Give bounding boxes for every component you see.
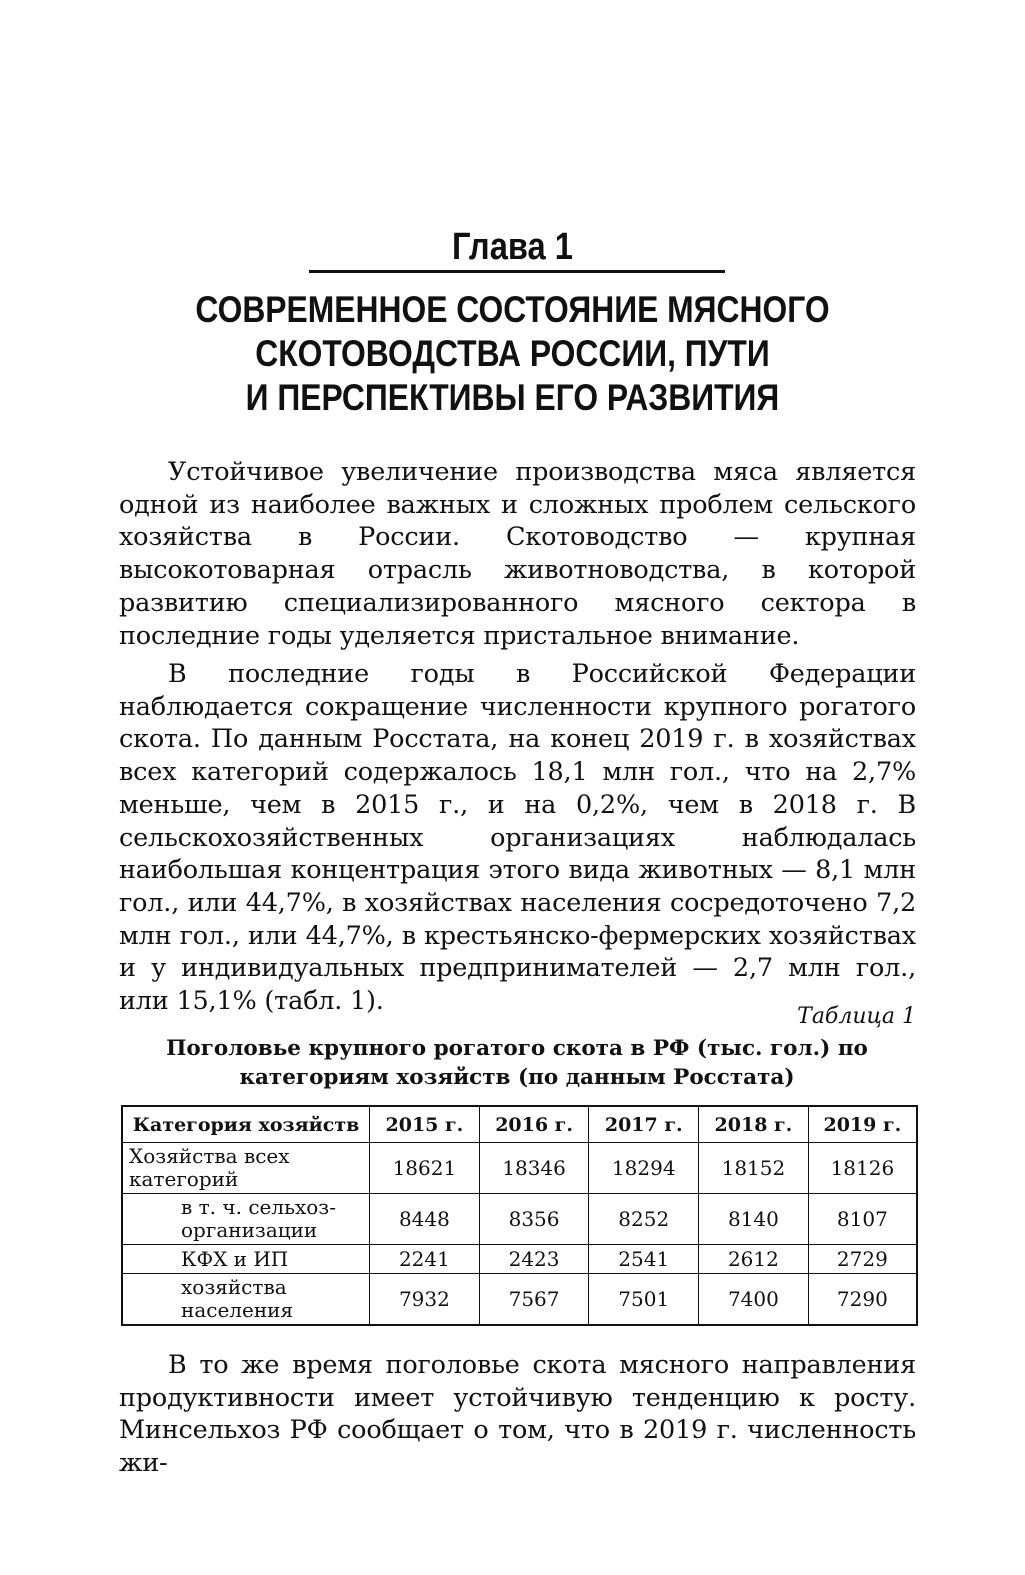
value-cell: 8252: [589, 1194, 699, 1245]
column-header: Категория хозяйств: [122, 1106, 370, 1143]
value-cell: 2729: [808, 1245, 917, 1274]
value-cell: 18126: [808, 1143, 917, 1194]
table-title: Поголовье крупного рогатого скота в РФ (тыс. гол.) по категориям хозяйств (по данным Росстата): [166, 1036, 868, 1090]
value-cell: 7290: [808, 1274, 917, 1326]
body-paragraph: В то же время поголовье скота мясного направления продуктивности имеет устойчивую тенденцию к росту. Минсельхоз РФ сообщает о том, что в 2019 г. численность жи-: [119, 1350, 916, 1479]
value-cell: 8140: [699, 1194, 809, 1245]
column-header: 2015 г.: [370, 1106, 480, 1143]
chapter-title: [0, 288, 1025, 420]
column-header: 2017 г.: [589, 1106, 699, 1143]
value-cell: 2423: [479, 1245, 589, 1274]
column-header: 2019 г.: [808, 1106, 917, 1143]
chapter-title-line: СОВРЕМЕННОЕ СОСТОЯНИЕ МЯСНОГО: [195, 289, 830, 330]
body-paragraph: Устойчивое увеличение производства мяса является одной из наиболее важных и сложных проблем сельского хозяйства в России. Скотоводство — крупная высокотоварная отрасль животноводства, в которой развитию специализированного мясного сектора в последние годы уделяется пристальное внимание.: [119, 457, 916, 651]
body-paragraph: В последние годы в Российской Федерации наблюдается сокращение численности крупного рогатого скота. По данным Росстата, на конец 2019 г. в хозяйствах всех категорий содержалось 18,1 млн гол., что на 2,7% меньше, чем в 2015 г., и на 0,2%, чем в 2018 г. В сельскохозяйственных организациях наблюдалась наибольшая концентрация этого вида животных — 8,1 млн гол., или 44,7%, в хозяйствах населения сосредоточено 7,2 млн гол., или 44,7%, в крестьянско-фермерских хозяйствах и у индивидуальных предпринимателей — 2,7 млн гол., или 15,1% (табл. 1).: [119, 659, 916, 1017]
livestock-table: [121, 1105, 918, 1326]
table-label: Таблица 1: [797, 1004, 916, 1029]
value-cell: 7501: [589, 1274, 699, 1326]
category-cell: Хозяйства всех категорий: [122, 1143, 370, 1194]
chapter-rule: [309, 270, 725, 273]
value-cell: 8107: [808, 1194, 917, 1245]
value-cell: 7567: [479, 1274, 589, 1326]
table-row: [122, 1274, 917, 1326]
column-header: 2016 г.: [479, 1106, 589, 1143]
category-cell: в т. ч. сельхоз-организации: [122, 1194, 370, 1245]
value-cell: 2612: [699, 1245, 809, 1274]
value-cell: 7400: [699, 1274, 809, 1326]
chapter-title-line: СКОТОВОДСТВА РОССИИ, ПУТИ: [255, 333, 770, 374]
value-cell: 18346: [479, 1143, 589, 1194]
table-header-row: [122, 1106, 917, 1143]
value-cell: 2241: [370, 1245, 480, 1274]
table-row: [122, 1143, 917, 1194]
table-row: [122, 1194, 917, 1245]
chapter-label: Глава 1: [452, 226, 573, 268]
table-row: [122, 1245, 917, 1274]
value-cell: 18294: [589, 1143, 699, 1194]
category-cell: хозяйства населения: [122, 1274, 370, 1326]
value-cell: 18152: [699, 1143, 809, 1194]
column-header: 2018 г.: [699, 1106, 809, 1143]
value-cell: 18621: [370, 1143, 480, 1194]
chapter-title-line: И ПЕРСПЕКТИВЫ ЕГО РАЗВИТИЯ: [245, 377, 780, 418]
category-cell: КФХ и ИП: [122, 1245, 370, 1274]
value-cell: 8448: [370, 1194, 480, 1245]
value-cell: 2541: [589, 1245, 699, 1274]
value-cell: 7932: [370, 1274, 480, 1326]
value-cell: 8356: [479, 1194, 589, 1245]
